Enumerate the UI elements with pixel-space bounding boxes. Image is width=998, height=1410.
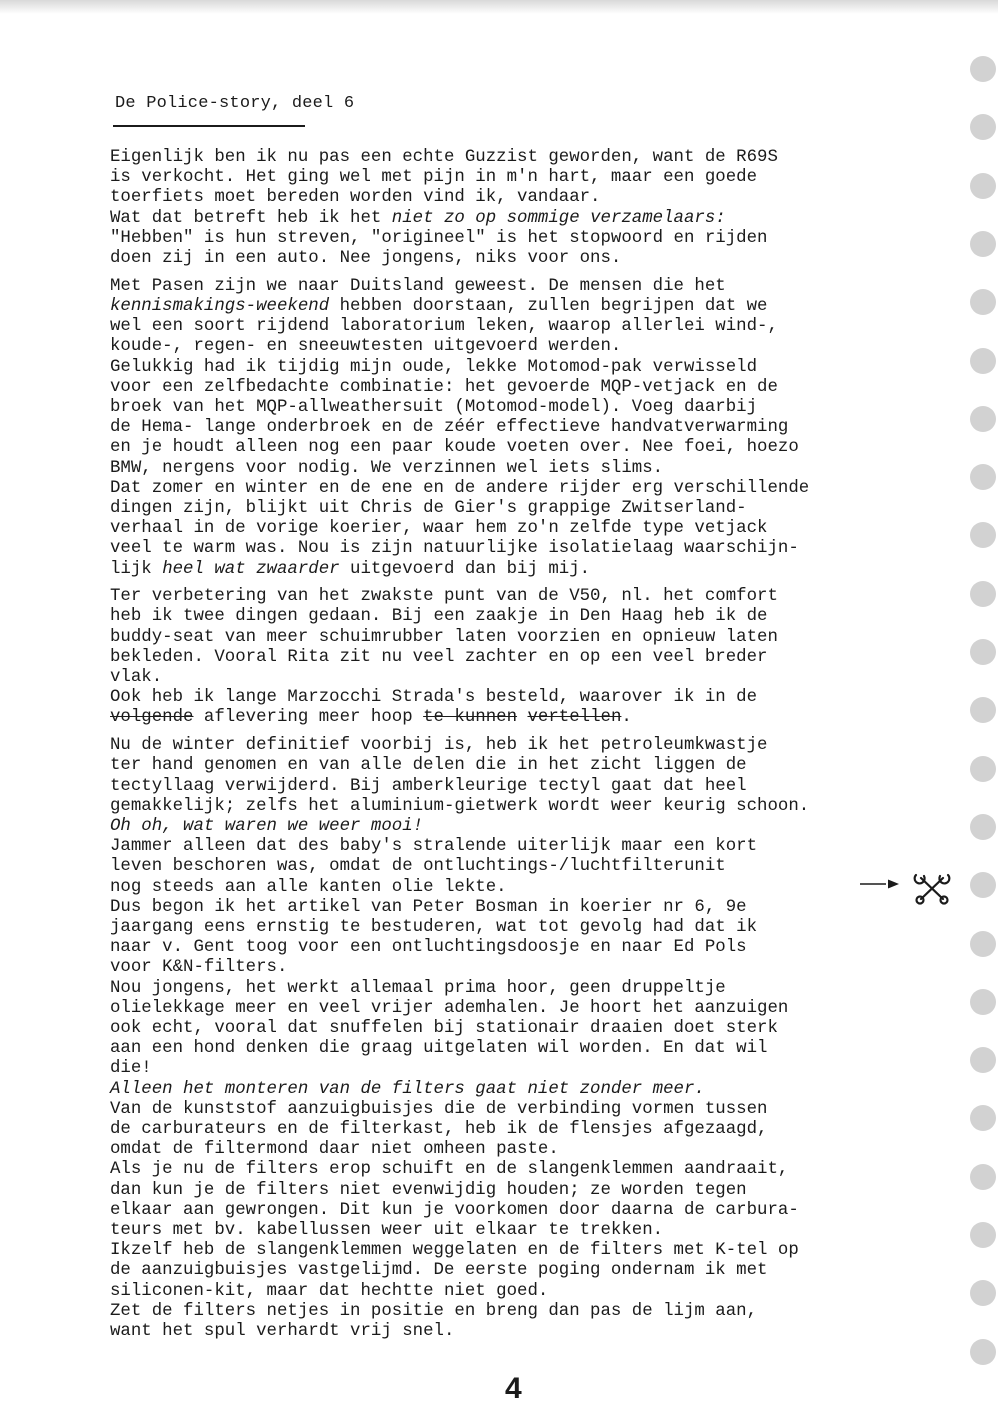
text-line: [110, 1100, 960, 1120]
punch-hole-icon: [970, 56, 996, 82]
text-segment: Zet de filters netjes in positie en breng dan pas de lijm aan,: [110, 1301, 758, 1321]
text-segment: Nu de winter definitief voorbij is, heb ik het petroleumkwastje: [110, 736, 768, 756]
text-line: [110, 999, 960, 1019]
text-line: [110, 918, 960, 938]
text-line: [110, 560, 960, 580]
text-line: [110, 1120, 960, 1140]
text-line: [110, 459, 960, 479]
text-line: [110, 168, 960, 188]
text-segment: verhaal in de vorige koerier, waar hem zo'n zelfde type vetjack: [110, 519, 768, 539]
punch-hole-icon: [970, 1280, 996, 1306]
text-line: [110, 797, 960, 817]
text-segment: is verkocht. Het ging wel met pijn in m'n hart, maar een goede: [110, 168, 758, 188]
punch-hole-icon: [970, 114, 996, 140]
text-segment: want het spul verhardt vrij snel.: [110, 1322, 455, 1342]
text-line: [110, 398, 960, 418]
text-segment: die!: [110, 1059, 152, 1079]
text-line: [110, 979, 960, 999]
text-segment: Ter verbetering van het zwakste punt van de V50, nl. het comfort: [110, 587, 778, 607]
text-segment: "Hebben" is hun streven, "origineel" is het stopwoord en rijden: [110, 228, 768, 248]
text-line: [110, 249, 960, 269]
text-segment: kennismakings-weekend: [110, 296, 330, 316]
text-segment: ook echt, vooral dat snuffelen bij stationair draaien doet sterk: [110, 1019, 778, 1039]
punch-hole-icon: [970, 348, 996, 374]
arrow-left-icon: [858, 878, 900, 890]
punch-hole-icon: [970, 814, 996, 840]
text-line: [110, 188, 960, 208]
text-line: [110, 1019, 960, 1039]
text-segment: heel wat zwaarder: [162, 559, 340, 579]
text-line: [110, 479, 960, 499]
text-segment: BMW, nergens voor nodig. We verzinnen wel iets slims.: [110, 458, 664, 478]
text-segment: de carburateurs en de filterkast, heb ik de flensjes afgezaagd,: [110, 1120, 768, 1140]
text-line: [110, 898, 960, 918]
title-underline: [113, 125, 305, 127]
text-line: [110, 1059, 960, 1079]
text-line: [110, 297, 960, 317]
text-line: [110, 648, 960, 668]
text-segment: hebben doorstaan, zullen begrijpen dat we: [329, 296, 768, 316]
punch-hole-icon: [970, 581, 996, 607]
text-segment: voor K&N-filters.: [110, 958, 288, 978]
text-segment: de Hema- lange onderbroek en de zéér effectieve handvatverwarming: [110, 418, 789, 438]
text-segment: .: [621, 708, 632, 728]
text-line: [110, 607, 960, 627]
text-line: [110, 668, 960, 688]
text-segment: vertellen: [527, 708, 622, 728]
punch-hole-icon: [970, 1164, 996, 1190]
punch-hole-icon: [970, 1105, 996, 1131]
text-line: [110, 878, 960, 898]
text-segment: siliconen-kit, maar dat hechtte niet goed.: [110, 1281, 549, 1301]
punch-hole-icon: [970, 464, 996, 490]
text-segment: teurs met bv. kabellussen weer uit elkaar te trekken.: [110, 1221, 664, 1241]
text-segment: Als je nu de filters erop schuift en de slangenklemmen aandraait,: [110, 1160, 789, 1180]
text-segment: Eigenlijk ben ik nu pas een echte Guzzist geworden, want de R69S: [110, 148, 778, 167]
text-line: [110, 708, 960, 728]
text-segment: wel een soort rijdend laboratorium leken, waarop allerlei wind-,: [110, 317, 778, 337]
text-segment: lijk: [110, 559, 163, 579]
text-segment: koude-, regen- en sneeuwtesten uitgevoerd werden.: [110, 337, 622, 357]
text-line: [110, 1140, 960, 1160]
text-segment: Nou jongens, het werkt allemaal prima hoor, geen druppeltje: [110, 978, 726, 998]
text-segment: Dat zomer en winter en de ene en de andere rijder erg verschillende: [110, 478, 810, 498]
text-segment: vlak.: [110, 668, 163, 688]
punch-hole-icon: [970, 989, 996, 1015]
text-segment: doen zij in een auto. Nee jongens, niks voor ons.: [110, 249, 622, 269]
punch-hole-icon: [970, 1222, 996, 1248]
text-segment: omdat de filtermond daar niet omheen paste.: [110, 1140, 559, 1160]
text-segment: toerfiets moet bereden worden vind ik, vandaar.: [110, 188, 601, 208]
punch-hole-icon: [970, 522, 996, 548]
text-line: [110, 378, 960, 398]
text-line: [110, 418, 960, 438]
text-segment: uitgevoerd dan bij mij.: [339, 559, 591, 579]
crossed-wrenches-icon: [912, 870, 952, 906]
text-line: [110, 277, 960, 297]
punch-hole-icon: [970, 1339, 996, 1365]
text-segment: Ook heb ik lange Marzocchi Strada's besteld, waarover ik in de: [110, 688, 758, 708]
text-line: [110, 777, 960, 797]
text-line: [110, 1282, 960, 1302]
punch-hole-icon: [970, 697, 996, 723]
punch-hole-icon: [970, 872, 996, 898]
paragraph: [110, 587, 960, 728]
text-segment: Wat dat betreft heb ik het: [110, 208, 392, 228]
text-line: [110, 736, 960, 756]
text-line: [110, 1261, 960, 1281]
text-segment: ter hand genomen en van alle delen die in het zicht liggen de: [110, 756, 747, 776]
text-line: [110, 857, 960, 877]
punch-hole-icon: [970, 639, 996, 665]
text-line: [110, 1080, 960, 1100]
text-segment: heb ik twee dingen gedaan. Bij een zaakje in Den Haag heb ik de: [110, 607, 768, 627]
page-title: De Police-story, deel 6: [115, 94, 355, 113]
text-line: [110, 587, 960, 607]
text-segment: bekleden. Vooral Rita zit nu veel zachter en op een veel breder: [110, 647, 768, 667]
text-line: [110, 817, 960, 837]
punch-hole-icon: [970, 173, 996, 199]
text-line: [110, 337, 960, 357]
article-body: [110, 148, 960, 1350]
text-segment: Dus begon ik het artikel van Peter Bosman in koerier nr 6, 9e: [110, 897, 747, 917]
text-line: [110, 229, 960, 249]
text-segment: Met Pasen zijn we naar Duitsland geweest. De mensen die het: [110, 276, 726, 296]
text-segment: naar v. Gent toog voor een ontluchtingsdoosje en naar Ed Pols: [110, 938, 747, 958]
text-segment: Jammer alleen dat des baby's stralende uiterlijk maar een kort: [110, 837, 758, 857]
text-segment: Alleen het monteren van de filters gaat niet zonder meer.: [110, 1079, 705, 1099]
text-segment: voor een zelfbedachte combinatie: het gevoerde MQP-vetjack en de: [110, 377, 778, 397]
text-segment: buddy-seat van meer schuimrubber laten voorzien en opnieuw laten: [110, 627, 778, 647]
text-segment: [517, 708, 527, 727]
text-segment: en je houdt alleen nog een paar koude voeten over. Nee foei, hoezo: [110, 438, 799, 458]
text-line: [110, 1181, 960, 1201]
text-segment: niet zo op sommige verzamelaars:: [391, 208, 726, 228]
text-segment: jaargang eens ernstig te bestuderen, wat tot gevolg had dat ik: [110, 918, 758, 938]
text-line: [110, 628, 960, 648]
text-segment: te kunnen: [423, 708, 518, 728]
page-number: 4: [505, 1372, 522, 1405]
page-top-edge: [0, 0, 998, 14]
text-segment: dingen zijn, blijkt uit Chris de Gier's grappige Zwitserland-: [110, 498, 747, 518]
text-segment: de aanzuigbuisjes vastgelijmd. De eerste poging ondernam ik met: [110, 1261, 768, 1281]
text-line: [110, 958, 960, 978]
text-line: [110, 317, 960, 337]
text-segment: dan kun je de filters niet evenwijdig houden; ze worden tegen: [110, 1180, 747, 1200]
punch-hole-icon: [970, 756, 996, 782]
text-line: [110, 148, 960, 168]
punch-hole-icon: [970, 406, 996, 432]
text-segment: Oh oh, wat waren we weer mooi!: [110, 817, 424, 836]
text-segment: gemakkelijk; zelfs het aluminium-gietwerk wordt weer keurig schoon.: [110, 796, 810, 816]
text-segment: elkaar aan gewrongen. Dit kun je voorkomen door daarna de carbura-: [110, 1200, 799, 1220]
text-line: [110, 519, 960, 539]
text-line: [110, 1039, 960, 1059]
text-segment: Van de kunststof aanzuigbuisjes die de verbinding vormen tussen: [110, 1099, 768, 1119]
text-line: [110, 837, 960, 857]
text-segment: olielekkage meer en veel vrijer ademhalen. Je hoort het aanzuigen: [110, 998, 789, 1018]
text-segment: volgende: [110, 708, 194, 728]
text-segment: Gelukkig had ik tijdig mijn oude, lekke Motomod-pak verwisseld: [110, 357, 758, 377]
text-segment: Ikzelf heb de slangenklemmen weggelaten en de filters met K-tel op: [110, 1241, 799, 1261]
punch-hole-icon: [970, 231, 996, 257]
text-segment: aan een hond denken die graag uitgelaten wil worden. En dat wil: [110, 1039, 768, 1059]
text-line: [110, 1302, 960, 1322]
text-segment: veel te warm was. Nou is zijn natuurlijke isolatielaag waarschijn-: [110, 539, 799, 559]
text-line: [110, 1322, 960, 1342]
paragraph: [110, 736, 960, 1342]
text-segment: tectyllaag verwijderd. Bij amberkleurige tectyl gaat dat heel: [110, 776, 747, 796]
text-line: [110, 1160, 960, 1180]
punch-hole-icon: [970, 1047, 996, 1073]
paragraph: [110, 148, 960, 269]
text-line: [110, 756, 960, 776]
punch-hole-icon: [970, 289, 996, 315]
punch-hole-icon: [970, 931, 996, 957]
text-line: [110, 688, 960, 708]
text-line: [110, 438, 960, 458]
paragraph: [110, 277, 960, 580]
text-line: [110, 1241, 960, 1261]
text-line: [110, 499, 960, 519]
text-line: [110, 1221, 960, 1241]
text-line: [110, 539, 960, 559]
text-segment: aflevering meer hoop: [193, 708, 424, 728]
text-segment: nog steeds aan alle kanten olie lekte.: [110, 877, 507, 897]
text-segment: broek van het MQP-allweathersuit (Motomod-model). Voeg daarbij: [110, 397, 758, 417]
text-line: [110, 1201, 960, 1221]
text-line: [110, 209, 960, 229]
text-line: [110, 358, 960, 378]
text-line: [110, 938, 960, 958]
text-segment: leven beschoren was, omdat de ontluchtings-/luchtfilterunit: [110, 857, 726, 877]
